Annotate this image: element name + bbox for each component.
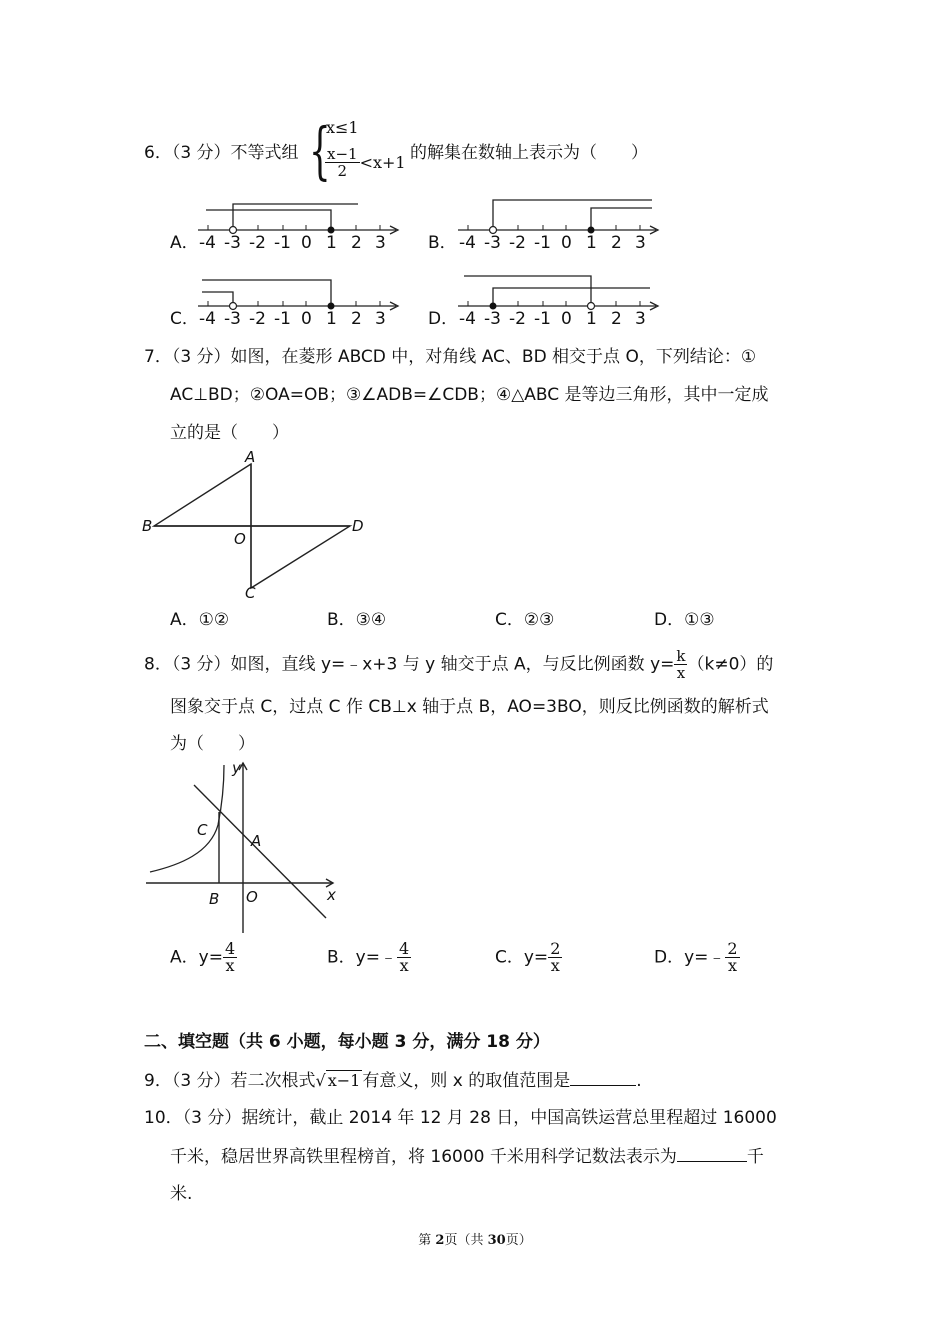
q6-stem-prefix: 6．（3 分）不等式组 xyxy=(144,143,299,163)
q8-option-b[interactable]: B．y=﹣ $\frac{4}{x}$ xyxy=(327,939,410,975)
tick-label: -1 xyxy=(534,309,551,329)
label-a: A xyxy=(251,832,262,850)
label-a: A xyxy=(245,450,256,466)
q6-option-b-number-line[interactable] xyxy=(456,196,666,256)
tick-label: -1 xyxy=(274,309,291,329)
ray-to-1 xyxy=(206,210,331,230)
q10-stem-line-2: 千米，稳居世界高铁里程榜首，将 16000 千米用科学记数法表示为 千 xyxy=(170,1147,764,1167)
tick-label: 3 xyxy=(375,233,386,253)
section-2-title: 二、填空题（共 6 小题，每小题 3 分，满分 18 分） xyxy=(144,1032,550,1052)
tick-label: 2 xyxy=(351,309,362,329)
ray-from-minus-3 xyxy=(493,288,650,306)
q7-rhombus-figure xyxy=(140,450,370,600)
q6-option-b-label[interactable]: B． xyxy=(428,233,457,253)
q6-option-c-number-line[interactable] xyxy=(196,272,406,332)
tick-label: -4 xyxy=(459,309,476,329)
q7-option-a[interactable]: A．①② xyxy=(170,610,230,630)
q7-option-c[interactable]: C．②③ xyxy=(495,610,555,630)
tick-label: 1 xyxy=(586,309,597,329)
label-o: O xyxy=(246,888,258,906)
tick-label: -3 xyxy=(484,233,501,253)
tick-label: -2 xyxy=(509,309,526,329)
tick-label: 0 xyxy=(301,309,312,329)
q9-stem: 9．（3 分）若二次根式√ x−1 有意义，则 x 的取值范围是 . xyxy=(144,1071,642,1091)
total-page-count: 30 xyxy=(487,1233,506,1248)
q7-option-d[interactable]: D．①③ xyxy=(654,610,715,630)
tick-label: -1 xyxy=(534,233,551,253)
tick-label: 2 xyxy=(611,309,622,329)
q8-stem-line-2: 图象交于点 C，过点 C 作 CB⊥x 轴于点 B，AO=3BO，则反比例函数的解析式 xyxy=(170,697,769,717)
q10-stem-line-1: 10．（3 分）据统计，截止 2014 年 12 月 28 日，中国高铁运营总里程超过 16000 xyxy=(144,1108,777,1128)
ray-from-1 xyxy=(591,208,652,230)
q7-stem-line-2: AC⊥BD；②OA=OB；③∠ADB=∠CDB；④△ABC 是等边三角形，其中一定成 xyxy=(170,385,769,405)
tick-label: -1 xyxy=(274,233,291,253)
tick-label: 0 xyxy=(301,233,312,253)
q6-option-a-label[interactable]: A． xyxy=(170,233,199,253)
tick-label: -3 xyxy=(484,309,501,329)
label-c: C xyxy=(245,584,256,600)
q8-stem-line-1: 8．（3 分）如图，直线 y=﹣x+3 与 y 轴交于点 A，与反比例函数 y= $\frac{k}{x}$ （k≠0）的 xyxy=(144,647,774,682)
q6-option-c-label[interactable]: C． xyxy=(170,309,199,329)
ray-from-minus-3 xyxy=(493,200,652,230)
tick-label: -3 xyxy=(224,309,241,329)
k-over-x-fraction: $\frac{k}{x}$ xyxy=(676,647,686,682)
label-d: D xyxy=(352,517,364,535)
page-footer: 第 2页（共 30页） xyxy=(418,1233,532,1248)
tick-label: 3 xyxy=(635,309,646,329)
q8-stem-line-3: 为（ ） xyxy=(170,734,255,754)
q6-stem-suffix: 的解集在数轴上表示为（ ） xyxy=(410,143,648,163)
q8-option-a[interactable]: A．y= $\frac{4}{x}$ xyxy=(170,939,236,975)
label-x: x xyxy=(327,886,336,904)
tick-label: 3 xyxy=(635,233,646,253)
q6-brace: { xyxy=(309,114,331,187)
q7-option-b[interactable]: B．③④ xyxy=(327,610,387,630)
label-o: O xyxy=(234,530,246,548)
tick-label: -4 xyxy=(459,233,476,253)
tick-label: -4 xyxy=(199,309,216,329)
q8-graph-figure xyxy=(140,755,350,940)
q8-option-c[interactable]: C．y= $\frac{2}{x}$ xyxy=(495,939,561,975)
q8-option-d[interactable]: D．y=﹣ $\frac{2}{x}$ xyxy=(654,939,738,975)
current-page-number: 2 xyxy=(435,1233,445,1248)
q6-option-a-number-line[interactable] xyxy=(196,196,406,256)
label-c: C xyxy=(197,821,208,839)
ray-to-minus-3 xyxy=(202,292,233,306)
tick-label: 0 xyxy=(561,309,572,329)
sqrt-x-minus-1: √ x−1 xyxy=(315,1071,361,1090)
q10-stem-line-3: 米. xyxy=(170,1184,193,1204)
ray-to-1 xyxy=(464,276,591,306)
tick-label: -2 xyxy=(249,233,266,253)
label-b: B xyxy=(142,517,153,535)
label-b: B xyxy=(209,890,220,908)
q7-stem-line-1: 7．（3 分）如图，在菱形 ABCD 中，对角线 AC、BD 相交于点 O，下列结论：① xyxy=(144,347,757,367)
ray-from-minus-3 xyxy=(233,204,358,230)
q6-option-d-number-line[interactable] xyxy=(456,272,666,332)
tick-label: 1 xyxy=(586,233,597,253)
q10-answer-blank[interactable] xyxy=(677,1145,747,1162)
tick-label: 0 xyxy=(561,233,572,253)
q6-inequality-2: $\frac{x-1}{2}$ <x+1 xyxy=(327,145,406,180)
tick-label: 1 xyxy=(326,233,337,253)
q6-inequality-1: x≤1 xyxy=(326,118,359,137)
tick-label: 1 xyxy=(326,309,337,329)
tick-label: -2 xyxy=(249,309,266,329)
q6-inequality-2-fraction: $\frac{x-1}{2}$ xyxy=(327,145,358,180)
q6-option-d-label[interactable]: D． xyxy=(428,309,459,329)
label-y: y xyxy=(232,759,241,777)
tick-label: -2 xyxy=(509,233,526,253)
tick-label: 2 xyxy=(351,233,362,253)
tick-label: -4 xyxy=(199,233,216,253)
hyperbola-branch xyxy=(150,765,224,872)
tick-label: 3 xyxy=(375,309,386,329)
q9-answer-blank[interactable] xyxy=(570,1069,636,1086)
tick-label: 2 xyxy=(611,233,622,253)
q7-stem-line-3: 立的是（ ） xyxy=(170,423,289,443)
tick-label: -3 xyxy=(224,233,241,253)
ray-to-1 xyxy=(202,280,331,306)
